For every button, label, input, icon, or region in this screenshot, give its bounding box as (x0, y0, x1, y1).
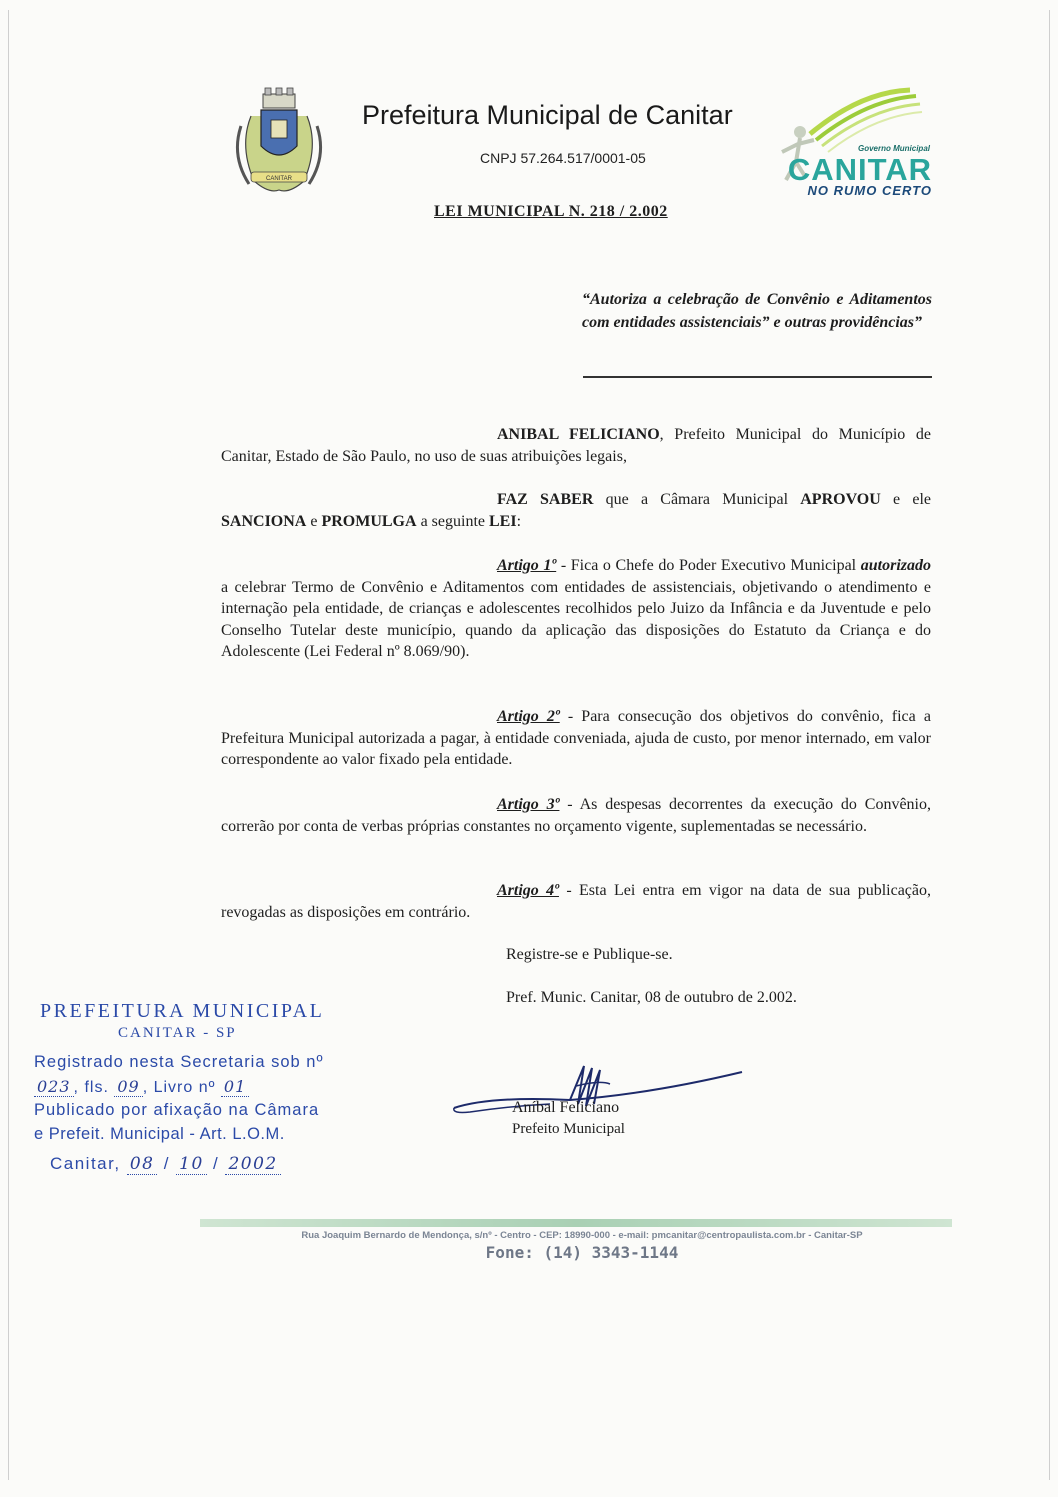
preamble-paragraph (221, 424, 931, 467)
stamp-line-3: Registrado nesta Secretaria sob nº (34, 1053, 324, 1071)
faz-saber: FAZ SABER (497, 491, 594, 508)
stamp-line-5: Publicado por afixação na Câmara (34, 1101, 320, 1119)
article-3-text: - As despesas decorrentes da execução do Convênio, correrão por conta de verbas próprias constantes no orçamento vigente, suplementadas se necessário. (221, 796, 931, 835)
article-3 (221, 794, 931, 837)
article-4-label: Artigo 4º (497, 882, 559, 899)
stamp-livro-number: 01 (221, 1077, 249, 1097)
stamp-line-4 (34, 1077, 249, 1097)
stamp-line-6: e Prefeit. Municipal - Art. L.O.M. (34, 1125, 285, 1143)
stamp-year: 2002 (225, 1154, 280, 1175)
lei: LEI (488, 512, 517, 530)
stamp-livro-label: , Livro nº (142, 1079, 216, 1096)
article-2 (221, 706, 931, 771)
scan-edge-right (1049, 10, 1050, 1480)
signatory-role: Prefeito Municipal (512, 1121, 625, 1137)
stamp-fls-label: , fls. (73, 1079, 109, 1096)
article-1 (221, 555, 931, 663)
registre-line: Registre-se e Publique-se. (506, 946, 673, 963)
stamp-canitar-label: Canitar, (50, 1154, 121, 1173)
municipal-crest-icon (229, 86, 329, 198)
preamble-text: , Prefeito Municipal do Município de Canitar, Estado de São Paulo, no uso de suas atribuições legais, (221, 426, 932, 465)
law-summary: “Autoriza a celebração de Convênio e Aditamentos com entidades assistenciais” e outras providências” (582, 291, 932, 331)
enactment-text-d: a seguinte (416, 512, 489, 530)
footer-band (200, 1219, 952, 1227)
gov-logo-small-text: Governo Municipal (857, 144, 930, 153)
stamp-line-1: PREFEITURA MUNICIPAL (40, 1000, 325, 1022)
stamp-month: 10 (176, 1154, 207, 1175)
enactment-text-a: que a Câmara Municipal (593, 491, 801, 508)
article-1-text-a: - Fica o Chefe do Poder Executivo Municipal (556, 557, 861, 574)
handwritten-signature-icon (450, 1060, 750, 1130)
article-1-autorizado: autorizado (860, 557, 931, 574)
article-3-label: Artigo 3º (497, 796, 560, 813)
promulga: PROMULGA (321, 512, 417, 530)
mayor-name: ANIBAL FELICIANO (497, 426, 660, 443)
date-line: Pref. Munic. Canitar, 08 de outubro de 2.002. (506, 989, 797, 1006)
organization-title: Prefeitura Municipal de Canitar (362, 100, 733, 130)
registration-stamp (32, 998, 392, 1198)
enactment-text-c: e (306, 512, 322, 530)
gov-logo-name: CANITAR (787, 152, 932, 187)
article-1-label: Artigo 1º (497, 557, 557, 574)
article-1-text-b: a celebrar Termo de Convênio e Aditamentos com entidades de assistenciais, objetivando o atendimento e internação pela entidade, de crianças e adolescentes recolhidos pelo Juizo da Infância e da Juventude e pelo Conselho Tutelar deste município, quando da aplicação das disposições do Estatuto da Criança e do Adolescente (Lei Federal nº 8.069/90). (221, 578, 931, 661)
stamp-fls-number: 09 (114, 1077, 142, 1097)
stamp-reg-number: 023 (34, 1077, 74, 1097)
sanciona: SANCIONA (221, 512, 307, 530)
enactment-paragraph (221, 489, 931, 532)
government-logo (770, 82, 940, 202)
footer-phone: Fone: (14) 3343-1144 (485, 1243, 679, 1262)
footer-address: Rua Joaquim Bernardo de Mendonça, s/nº - Centro - CEP: 18990-000 - e-mail: pmcanitar@centropaulista.com.br - Canitar-SP (301, 1230, 863, 1241)
article-2-text: - Para consecução dos objetivos do convênio, fica a Prefeitura Municipal autorizada a pagar, à entidade conveniada, ajuda de custo, por menor internado, em valor correspondente ao valor fixado pela entidade. (221, 708, 931, 769)
enactment-text-e: : (516, 512, 522, 530)
summary-rule (583, 376, 932, 378)
crest-banner: CANITAR (266, 176, 292, 182)
gov-logo-slogan: NO RUMO CERTO (807, 183, 932, 198)
stamp-line-2: CANITAR - SP (118, 1025, 237, 1041)
law-title: LEI MUNICIPAL N. 218 / 2.002 (434, 203, 668, 220)
cnpj-number: CNPJ 57.264.517/0001-05 (480, 150, 646, 166)
enactment-text-b: e ele (880, 491, 931, 508)
article-4-text: - Esta Lei entra em vigor na data de sua publicação, revogadas as disposições em contrário. (221, 882, 932, 921)
stamp-day: 08 (127, 1154, 158, 1175)
aprovou: APROVOU (800, 491, 881, 508)
scan-edge-left (8, 10, 9, 1480)
article-2-label: Artigo 2º (497, 708, 560, 725)
signatory-name: Aníbal Feliciano (512, 1099, 620, 1116)
article-4 (221, 880, 931, 923)
stamp-line-7: Canitar, 08 / 10 / 2002 (50, 1154, 281, 1174)
